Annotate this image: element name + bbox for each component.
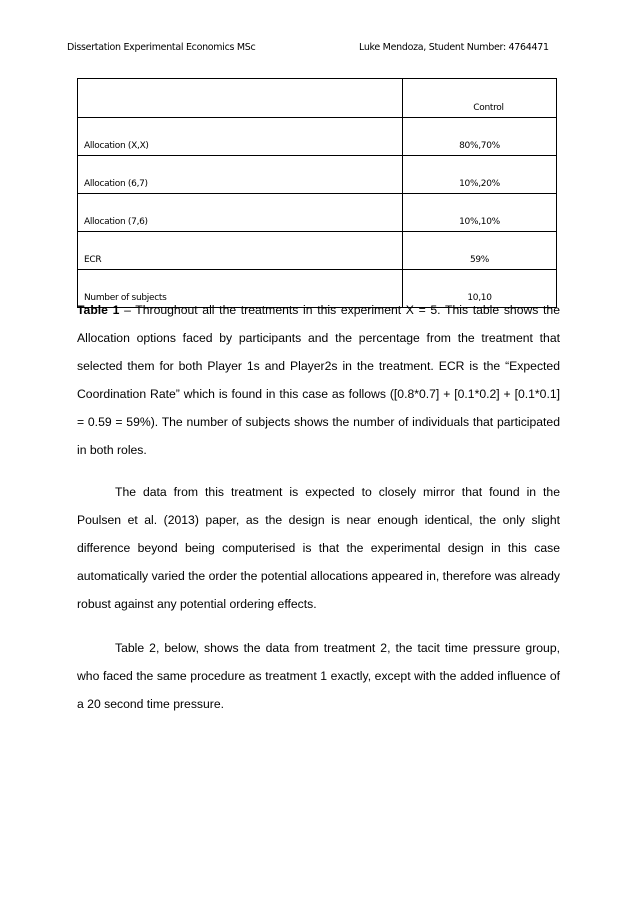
row-value: 80%,70% (403, 118, 557, 156)
table-row (78, 194, 557, 232)
row-value: 10%,10% (403, 194, 557, 232)
table-column-header: Control (403, 79, 557, 118)
table-caption (77, 296, 560, 464)
table-row (78, 118, 557, 156)
table-row (78, 232, 557, 270)
row-label: Allocation (6,7) (78, 156, 403, 194)
row-label: Number of subjects (78, 270, 403, 308)
caption-label: Table 1 (77, 303, 120, 317)
table-header-row (78, 79, 557, 118)
results-table (77, 78, 557, 308)
header-author-info: Luke Mendoza, Student Number: 4764471 (359, 42, 549, 53)
body-paragraph: Table 2, below, shows the data from treatment 2, the tacit time pressure group, who faced the same procedure as treatment 1 exactly, except with the added influence of a 20 second time pressure. (77, 641, 560, 711)
row-label: Allocation (X,X) (78, 118, 403, 156)
row-value: 59% (403, 232, 557, 270)
table-header-empty-cell (78, 79, 403, 118)
row-label: ECR (78, 232, 403, 270)
table-row (78, 156, 557, 194)
row-value: 10,10 (403, 270, 557, 308)
header-course-title: Dissertation Experimental Economics MSc (67, 42, 256, 53)
body-text (77, 296, 560, 734)
row-label: Allocation (7,6) (78, 194, 403, 232)
caption-text: – Throughout all the treatments in this experiment X = 5. This table shows the Allocation options faced by participants and the percentage from the treatment that selected them for both Player 1s and Player2s in the treatment. ECR is the “Expected Coordination Rate” which is found in this case as follows ([0.8*0.7] + [0.1*0.2] + [0.1*0.1] = 0.59 = 59%). The number of subjects shows the number of individuals that participated in both roles. (77, 303, 560, 457)
body-paragraph: The data from this treatment is expected to closely mirror that found in the Poulsen et al. (2013) paper, as the design is near enough identical, the only slight difference beyond being computerised is that the experimental design in this case automatically varied the order the potential allocations appeared in, therefore was already robust against any potential ordering effects. (77, 485, 560, 611)
row-value: 10%,20% (403, 156, 557, 194)
